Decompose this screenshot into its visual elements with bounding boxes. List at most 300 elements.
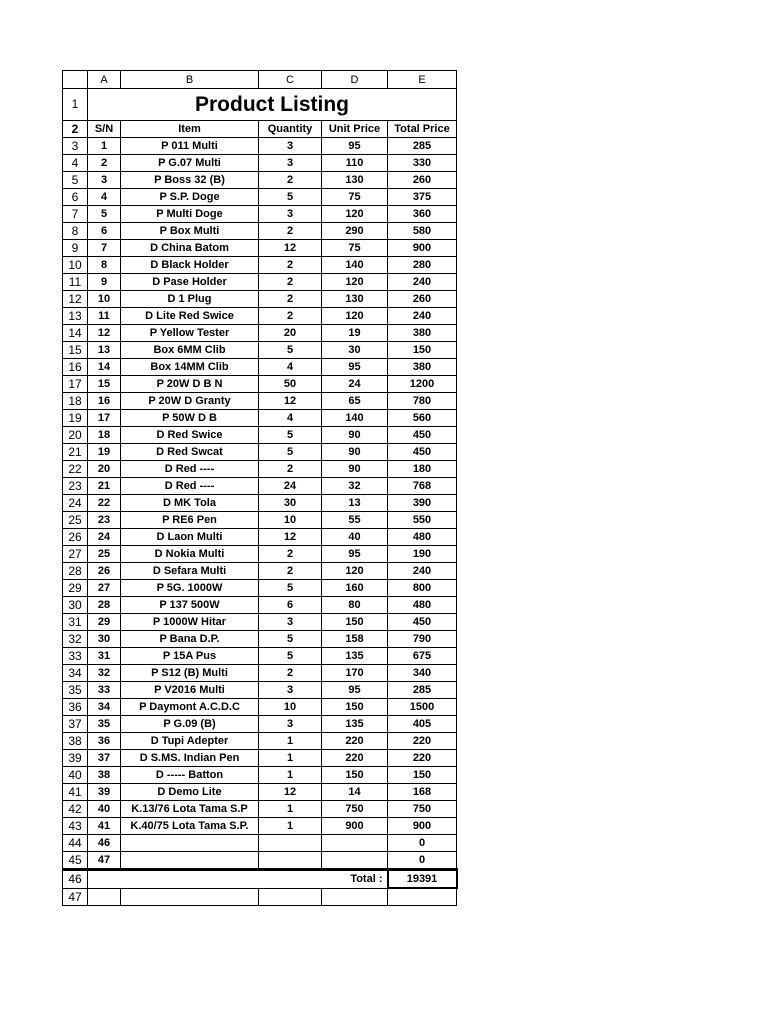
unit-price-cell[interactable]: 220 [322, 733, 388, 750]
quantity-cell[interactable] [259, 852, 322, 870]
table-row [63, 495, 457, 512]
row-number[interactable]: 30 [63, 597, 88, 614]
row-number[interactable]: 32 [63, 631, 88, 648]
total-label[interactable]: Total : [88, 870, 388, 889]
row-number[interactable]: 29 [63, 580, 88, 597]
unit-price-cell[interactable]: 120 [322, 206, 388, 223]
empty-cell[interactable] [322, 888, 388, 906]
item-cell[interactable]: P 011 Multi [121, 138, 259, 155]
row-number[interactable]: 3 [63, 138, 88, 155]
row-number[interactable]: 34 [63, 665, 88, 682]
table-row [63, 240, 457, 257]
sn-cell[interactable]: 39 [88, 784, 121, 801]
unit-price-cell[interactable]: 75 [322, 189, 388, 206]
item-cell[interactable]: K.13/76 Lota Tama S.P [121, 801, 259, 818]
unit-price-cell[interactable]: 55 [322, 512, 388, 529]
unit-price-cell[interactable]: 95 [322, 359, 388, 376]
item-cell[interactable]: D 1 Plug [121, 291, 259, 308]
quantity-cell[interactable]: 24 [259, 478, 322, 495]
empty-cell[interactable] [259, 888, 322, 906]
quantity-cell[interactable]: 3 [259, 716, 322, 733]
column-header-e[interactable]: E [388, 71, 457, 89]
row-number[interactable]: 47 [63, 888, 88, 906]
row-number[interactable]: 33 [63, 648, 88, 665]
sn-cell[interactable]: 14 [88, 359, 121, 376]
item-cell[interactable]: P Box Multi [121, 223, 259, 240]
sn-cell[interactable]: 36 [88, 733, 121, 750]
item-cell[interactable]: D S.MS. Indian Pen [121, 750, 259, 767]
sn-cell[interactable]: 3 [88, 172, 121, 189]
item-cell[interactable]: D Red ---- [121, 461, 259, 478]
quantity-cell[interactable]: 30 [259, 495, 322, 512]
unit-price-cell[interactable]: 95 [322, 682, 388, 699]
item-cell[interactable]: P S12 (B) Multi [121, 665, 259, 682]
quantity-cell[interactable]: 10 [259, 512, 322, 529]
table-row [63, 478, 457, 495]
item-cell[interactable]: D China Batom [121, 240, 259, 257]
row-number[interactable]: 17 [63, 376, 88, 393]
row-number[interactable]: 16 [63, 359, 88, 376]
sn-cell[interactable]: 22 [88, 495, 121, 512]
total-price-cell[interactable]: 380 [388, 325, 457, 342]
quantity-cell[interactable]: 1 [259, 750, 322, 767]
item-cell[interactable]: P 50W D B [121, 410, 259, 427]
quantity-cell[interactable]: 5 [259, 444, 322, 461]
row-number[interactable]: 41 [63, 784, 88, 801]
row-number[interactable]: 9 [63, 240, 88, 257]
total-price-cell[interactable]: 340 [388, 665, 457, 682]
sn-cell[interactable]: 12 [88, 325, 121, 342]
item-cell[interactable]: D ----- Batton [121, 767, 259, 784]
row-number[interactable]: 35 [63, 682, 88, 699]
row-number[interactable]: 40 [63, 767, 88, 784]
total-price-cell[interactable]: 450 [388, 614, 457, 631]
unit-price-cell[interactable]: 158 [322, 631, 388, 648]
quantity-cell[interactable]: 1 [259, 818, 322, 835]
sn-cell[interactable]: 8 [88, 257, 121, 274]
total-price-cell[interactable]: 800 [388, 580, 457, 597]
sn-cell[interactable]: 11 [88, 308, 121, 325]
unit-price-cell[interactable]: 290 [322, 223, 388, 240]
empty-cell[interactable] [121, 888, 259, 906]
quantity-cell[interactable]: 2 [259, 291, 322, 308]
total-price-cell[interactable]: 768 [388, 478, 457, 495]
item-cell[interactable]: P Yellow Tester [121, 325, 259, 342]
unit-price-cell[interactable]: 90 [322, 461, 388, 478]
quantity-cell[interactable]: 12 [259, 240, 322, 257]
sn-cell[interactable]: 46 [88, 835, 121, 852]
total-price-cell[interactable]: 240 [388, 563, 457, 580]
quantity-cell[interactable]: 12 [259, 393, 322, 410]
row-number[interactable]: 36 [63, 699, 88, 716]
item-cell[interactable]: D Nokia Multi [121, 546, 259, 563]
quantity-cell[interactable]: 5 [259, 427, 322, 444]
column-header-c[interactable]: C [259, 71, 322, 89]
unit-price-cell[interactable]: 95 [322, 546, 388, 563]
total-price-cell[interactable]: 1200 [388, 376, 457, 393]
sn-cell[interactable]: 27 [88, 580, 121, 597]
row-number[interactable]: 18 [63, 393, 88, 410]
quantity-cell[interactable]: 4 [259, 359, 322, 376]
unit-price-cell[interactable] [322, 835, 388, 852]
row-number[interactable]: 21 [63, 444, 88, 461]
total-price-cell[interactable]: 220 [388, 733, 457, 750]
empty-cell[interactable] [88, 888, 121, 906]
row-number[interactable]: 25 [63, 512, 88, 529]
unit-price-cell[interactable]: 19 [322, 325, 388, 342]
row-number[interactable]: 1 [63, 89, 88, 121]
unit-price-cell[interactable]: 80 [322, 597, 388, 614]
row-number[interactable]: 15 [63, 342, 88, 359]
total-row [63, 870, 457, 889]
total-price-cell[interactable]: 0 [388, 852, 457, 870]
total-price-cell[interactable]: 285 [388, 138, 457, 155]
item-cell[interactable]: Box 6MM Clib [121, 342, 259, 359]
item-cell[interactable]: P Multi Doge [121, 206, 259, 223]
total-price-cell[interactable]: 450 [388, 427, 457, 444]
header-cell[interactable]: Unit Price [322, 121, 388, 138]
table-row [63, 274, 457, 291]
quantity-cell[interactable]: 5 [259, 580, 322, 597]
table-row [63, 359, 457, 376]
unit-price-cell[interactable]: 130 [322, 291, 388, 308]
row-number[interactable]: 10 [63, 257, 88, 274]
column-header-b[interactable]: B [121, 71, 259, 89]
item-cell[interactable]: P 137 500W [121, 597, 259, 614]
quantity-cell[interactable]: 2 [259, 274, 322, 291]
unit-price-cell[interactable]: 90 [322, 427, 388, 444]
table-row [63, 223, 457, 240]
total-price-cell[interactable]: 480 [388, 529, 457, 546]
sn-cell[interactable]: 24 [88, 529, 121, 546]
unit-price-cell[interactable]: 32 [322, 478, 388, 495]
item-cell[interactable]: D Pase Holder [121, 274, 259, 291]
unit-price-cell[interactable]: 90 [322, 444, 388, 461]
unit-price-cell[interactable]: 170 [322, 665, 388, 682]
quantity-cell[interactable]: 5 [259, 342, 322, 359]
unit-price-cell[interactable]: 140 [322, 257, 388, 274]
sn-cell[interactable]: 4 [88, 189, 121, 206]
row-number[interactable]: 38 [63, 733, 88, 750]
unit-price-cell[interactable]: 135 [322, 648, 388, 665]
sn-cell[interactable]: 37 [88, 750, 121, 767]
table-row [63, 546, 457, 563]
quantity-cell[interactable]: 3 [259, 206, 322, 223]
sn-cell[interactable]: 13 [88, 342, 121, 359]
sn-cell[interactable]: 5 [88, 206, 121, 223]
total-price-cell[interactable]: 900 [388, 818, 457, 835]
quantity-cell[interactable]: 2 [259, 257, 322, 274]
table-row [63, 563, 457, 580]
item-cell[interactable]: P Boss 32 (B) [121, 172, 259, 189]
total-price-cell[interactable]: 150 [388, 342, 457, 359]
unit-price-cell[interactable]: 24 [322, 376, 388, 393]
corner-cell[interactable] [63, 71, 88, 89]
sn-cell[interactable]: 9 [88, 274, 121, 291]
quantity-cell[interactable]: 12 [259, 784, 322, 801]
row-number[interactable]: 8 [63, 223, 88, 240]
unit-price-cell[interactable]: 150 [322, 767, 388, 784]
sn-cell[interactable]: 7 [88, 240, 121, 257]
total-price-cell[interactable]: 360 [388, 206, 457, 223]
item-cell[interactable]: P Daymont A.C.D.C [121, 699, 259, 716]
sn-cell[interactable]: 29 [88, 614, 121, 631]
row-number[interactable]: 42 [63, 801, 88, 818]
row-number[interactable]: 7 [63, 206, 88, 223]
sheet-title[interactable]: Product Listing [88, 89, 457, 121]
sn-cell[interactable]: 21 [88, 478, 121, 495]
quantity-cell[interactable]: 50 [259, 376, 322, 393]
item-cell[interactable]: P Bana D.P. [121, 631, 259, 648]
row-number[interactable]: 46 [63, 870, 88, 889]
quantity-cell[interactable]: 1 [259, 733, 322, 750]
unit-price-cell[interactable]: 75 [322, 240, 388, 257]
table-row [63, 818, 457, 835]
row-number[interactable]: 45 [63, 852, 88, 870]
sn-cell[interactable]: 33 [88, 682, 121, 699]
header-cell[interactable]: Item [121, 121, 259, 138]
row-number[interactable]: 39 [63, 750, 88, 767]
item-cell[interactable]: P 20W D B N [121, 376, 259, 393]
row-number[interactable]: 23 [63, 478, 88, 495]
total-price-cell[interactable]: 260 [388, 172, 457, 189]
unit-price-cell[interactable]: 900 [322, 818, 388, 835]
sn-cell[interactable]: 15 [88, 376, 121, 393]
item-cell[interactable] [121, 852, 259, 870]
item-cell[interactable]: Box 14MM Clib [121, 359, 259, 376]
row-number[interactable]: 44 [63, 835, 88, 852]
unit-price-cell[interactable]: 13 [322, 495, 388, 512]
unit-price-cell[interactable]: 150 [322, 614, 388, 631]
total-price-cell[interactable]: 780 [388, 393, 457, 410]
unit-price-cell[interactable]: 30 [322, 342, 388, 359]
quantity-cell[interactable]: 12 [259, 529, 322, 546]
row-number[interactable]: 4 [63, 155, 88, 172]
quantity-cell[interactable]: 2 [259, 665, 322, 682]
sn-cell[interactable]: 20 [88, 461, 121, 478]
sn-cell[interactable]: 6 [88, 223, 121, 240]
sn-cell[interactable]: 2 [88, 155, 121, 172]
total-price-cell[interactable]: 150 [388, 767, 457, 784]
item-cell[interactable]: P RE6 Pen [121, 512, 259, 529]
item-cell[interactable]: P G.07 Multi [121, 155, 259, 172]
quantity-cell[interactable]: 10 [259, 699, 322, 716]
unit-price-cell[interactable]: 135 [322, 716, 388, 733]
header-cell[interactable]: S/N [88, 121, 121, 138]
header-cell[interactable]: Total Price [388, 121, 457, 138]
unit-price-cell[interactable]: 120 [322, 563, 388, 580]
total-price-cell[interactable]: 375 [388, 189, 457, 206]
column-header-a[interactable]: A [88, 71, 121, 89]
sn-cell[interactable]: 10 [88, 291, 121, 308]
quantity-cell[interactable]: 3 [259, 682, 322, 699]
item-cell[interactable]: K.40/75 Lota Tama S.P. [121, 818, 259, 835]
item-cell[interactable]: D Black Holder [121, 257, 259, 274]
item-cell[interactable]: P V2016 Multi [121, 682, 259, 699]
row-number[interactable]: 6 [63, 189, 88, 206]
column-header-row [63, 71, 457, 89]
row-number[interactable]: 31 [63, 614, 88, 631]
quantity-cell[interactable]: 2 [259, 461, 322, 478]
total-price-cell[interactable]: 380 [388, 359, 457, 376]
row-number[interactable]: 37 [63, 716, 88, 733]
table-row [63, 682, 457, 699]
quantity-cell[interactable]: 5 [259, 648, 322, 665]
row-number[interactable]: 19 [63, 410, 88, 427]
item-cell[interactable]: D Tupi Adepter [121, 733, 259, 750]
unit-price-cell[interactable]: 65 [322, 393, 388, 410]
sn-cell[interactable]: 40 [88, 801, 121, 818]
row-number[interactable]: 12 [63, 291, 88, 308]
total-price-cell[interactable]: 190 [388, 546, 457, 563]
quantity-cell[interactable]: 2 [259, 563, 322, 580]
sn-cell[interactable]: 23 [88, 512, 121, 529]
row-number[interactable]: 43 [63, 818, 88, 835]
spreadsheet [62, 70, 458, 906]
item-cell[interactable]: P 5G. 1000W [121, 580, 259, 597]
total-price-cell[interactable]: 240 [388, 308, 457, 325]
table-row [63, 529, 457, 546]
quantity-cell[interactable]: 5 [259, 189, 322, 206]
item-cell[interactable]: D MK Tola [121, 495, 259, 512]
row-number[interactable]: 14 [63, 325, 88, 342]
row-number[interactable]: 26 [63, 529, 88, 546]
total-price-cell[interactable]: 240 [388, 274, 457, 291]
total-price-cell[interactable]: 580 [388, 223, 457, 240]
total-price-cell[interactable]: 330 [388, 155, 457, 172]
item-cell[interactable]: D Demo Lite [121, 784, 259, 801]
total-price-cell[interactable]: 280 [388, 257, 457, 274]
item-cell[interactable]: D Red Swcat [121, 444, 259, 461]
total-value[interactable]: 19391 [388, 870, 457, 889]
total-price-cell[interactable]: 260 [388, 291, 457, 308]
row-number[interactable]: 24 [63, 495, 88, 512]
row-number[interactable]: 11 [63, 274, 88, 291]
table-row [63, 155, 457, 172]
sn-cell[interactable]: 41 [88, 818, 121, 835]
unit-price-cell[interactable]: 140 [322, 410, 388, 427]
table-row [63, 189, 457, 206]
total-price-cell[interactable]: 450 [388, 444, 457, 461]
sn-cell[interactable]: 25 [88, 546, 121, 563]
quantity-cell[interactable]: 4 [259, 410, 322, 427]
sn-cell[interactable]: 19 [88, 444, 121, 461]
item-cell[interactable]: D Red Swice [121, 427, 259, 444]
unit-price-cell[interactable]: 120 [322, 274, 388, 291]
quantity-cell[interactable]: 2 [259, 172, 322, 189]
sn-cell[interactable]: 32 [88, 665, 121, 682]
quantity-cell[interactable]: 3 [259, 138, 322, 155]
unit-price-cell[interactable] [322, 852, 388, 870]
row-number[interactable]: 27 [63, 546, 88, 563]
item-cell[interactable] [121, 835, 259, 852]
total-price-cell[interactable]: 560 [388, 410, 457, 427]
sn-cell[interactable]: 1 [88, 138, 121, 155]
quantity-cell[interactable]: 2 [259, 308, 322, 325]
total-price-cell[interactable]: 675 [388, 648, 457, 665]
item-cell[interactable]: D Sefara Multi [121, 563, 259, 580]
row-number[interactable]: 28 [63, 563, 88, 580]
empty-cell[interactable] [388, 888, 457, 906]
unit-price-cell[interactable]: 110 [322, 155, 388, 172]
total-price-cell[interactable]: 168 [388, 784, 457, 801]
row-number[interactable]: 13 [63, 308, 88, 325]
table-row [63, 206, 457, 223]
table-row [63, 376, 457, 393]
item-cell[interactable]: D Red ---- [121, 478, 259, 495]
unit-price-cell[interactable]: 220 [322, 750, 388, 767]
total-price-cell[interactable]: 480 [388, 597, 457, 614]
quantity-cell[interactable]: 2 [259, 223, 322, 240]
unit-price-cell[interactable]: 130 [322, 172, 388, 189]
unit-price-cell[interactable]: 750 [322, 801, 388, 818]
sn-cell[interactable]: 35 [88, 716, 121, 733]
quantity-cell[interactable]: 1 [259, 767, 322, 784]
total-price-cell[interactable]: 1500 [388, 699, 457, 716]
quantity-cell[interactable]: 3 [259, 614, 322, 631]
sn-cell[interactable]: 17 [88, 410, 121, 427]
item-cell[interactable]: P G.09 (B) [121, 716, 259, 733]
table-row [63, 325, 457, 342]
quantity-cell[interactable]: 1 [259, 801, 322, 818]
total-price-cell[interactable]: 750 [388, 801, 457, 818]
unit-price-cell[interactable]: 95 [322, 138, 388, 155]
unit-price-cell[interactable]: 40 [322, 529, 388, 546]
row-number[interactable]: 22 [63, 461, 88, 478]
unit-price-cell[interactable]: 160 [322, 580, 388, 597]
sn-cell[interactable]: 31 [88, 648, 121, 665]
quantity-cell[interactable]: 6 [259, 597, 322, 614]
total-price-cell[interactable]: 285 [388, 682, 457, 699]
item-cell[interactable]: P 20W D Granty [121, 393, 259, 410]
row-number[interactable]: 5 [63, 172, 88, 189]
quantity-cell[interactable]: 5 [259, 631, 322, 648]
column-header-d[interactable]: D [322, 71, 388, 89]
sn-cell[interactable]: 18 [88, 427, 121, 444]
total-price-cell[interactable]: 0 [388, 835, 457, 852]
total-price-cell[interactable]: 405 [388, 716, 457, 733]
sn-cell[interactable]: 30 [88, 631, 121, 648]
total-price-cell[interactable]: 220 [388, 750, 457, 767]
sn-cell[interactable]: 16 [88, 393, 121, 410]
sn-cell[interactable]: 26 [88, 563, 121, 580]
quantity-cell[interactable]: 3 [259, 155, 322, 172]
item-cell[interactable]: P 1000W Hitar [121, 614, 259, 631]
row-number[interactable]: 20 [63, 427, 88, 444]
item-cell[interactable]: P S.P. Doge [121, 189, 259, 206]
item-cell[interactable]: D Lite Red Swice [121, 308, 259, 325]
unit-price-cell[interactable]: 14 [322, 784, 388, 801]
item-cell[interactable]: P 15A Pus [121, 648, 259, 665]
header-cell[interactable]: Quantity [259, 121, 322, 138]
quantity-cell[interactable]: 20 [259, 325, 322, 342]
total-price-cell[interactable]: 390 [388, 495, 457, 512]
unit-price-cell[interactable]: 120 [322, 308, 388, 325]
total-price-cell[interactable]: 550 [388, 512, 457, 529]
row-number[interactable]: 2 [63, 121, 88, 138]
total-price-cell[interactable]: 790 [388, 631, 457, 648]
quantity-cell[interactable] [259, 835, 322, 852]
sn-cell[interactable]: 28 [88, 597, 121, 614]
sn-cell[interactable]: 34 [88, 699, 121, 716]
sn-cell[interactable]: 47 [88, 852, 121, 870]
quantity-cell[interactable]: 2 [259, 546, 322, 563]
total-price-cell[interactable]: 180 [388, 461, 457, 478]
item-cell[interactable]: D Laon Multi [121, 529, 259, 546]
total-price-cell[interactable]: 900 [388, 240, 457, 257]
unit-price-cell[interactable]: 150 [322, 699, 388, 716]
sn-cell[interactable]: 38 [88, 767, 121, 784]
